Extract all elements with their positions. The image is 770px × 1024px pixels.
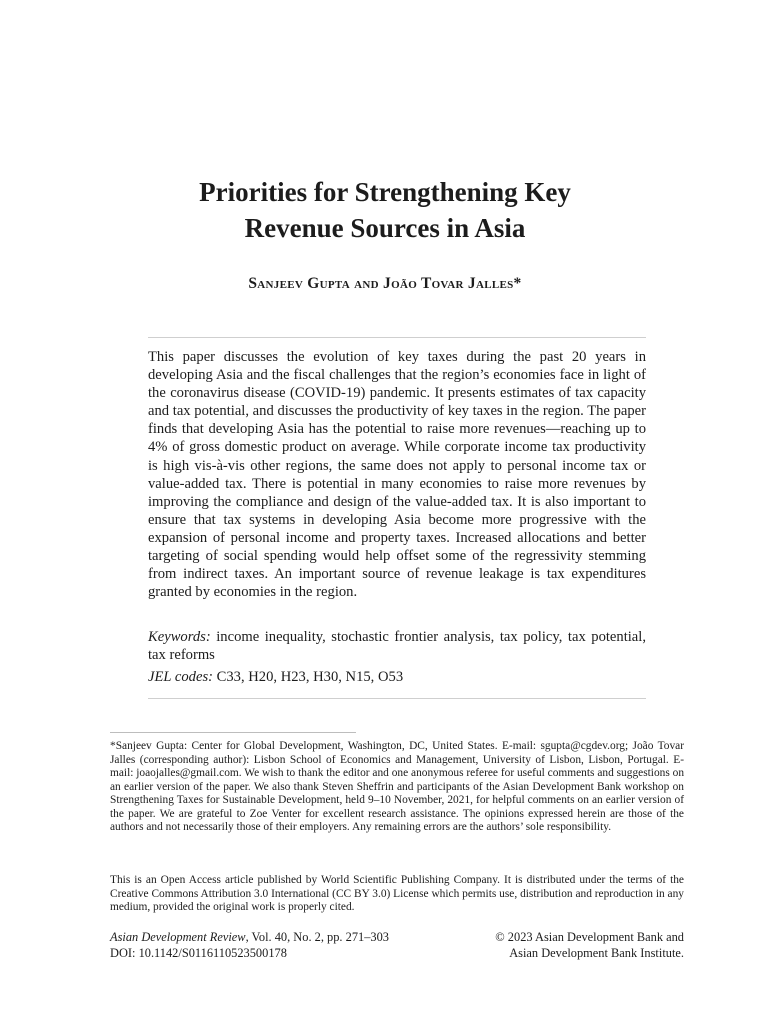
jel-codes <box>148 668 646 686</box>
doi-link[interactable]: DOI: 10.1142/S0116110523500178 <box>110 945 287 960</box>
journal-name: Asian Development Review <box>110 930 246 944</box>
author-footnote: *Sanjeev Gupta: Center for Global Development, Washington, DC, United States. E-mail: sgupta@cgdev.org; João Tovar Jalles (corresponding author): Lisbon School of Economics and Management, University of Lisbon, Lisbon, Portugal. E-mail: joaojalles@gmail.com. We wish to thank the editor and one anonymous referee for useful comments and suggestions on an earlier version of the paper. We also thank Steven Sheffrin and participants of the Asian Development Bank workshop on Strengthening Taxes for Sustainable Development, held 9–10 November, 2021, for helpful comments on an earlier version of the paper. We are grateful to Zoe Venter for excellent research assistance. The opinions expressed herein are those of the authors and not necessarily those of their employers. Any remaining errors are the authors’ sole responsibility. <box>110 740 685 833</box>
author-list: Sanjeev Gupta and João Tovar Jalles* <box>248 275 522 292</box>
copyright-notice <box>495 930 684 961</box>
bottom-divider <box>148 698 646 699</box>
jel-codes-text: C33, H20, H23, H30, N15, O53 <box>216 669 404 685</box>
journal-citation <box>110 930 389 961</box>
copyright-line-1: © 2023 Asian Development Bank and <box>495 930 684 944</box>
copyright-line-2: Asian Development Bank Institute. <box>509 945 684 960</box>
footnote-separator <box>110 732 356 733</box>
jel-codes-label: JEL codes: <box>148 669 213 685</box>
journal-volume: , Vol. 40, No. 2, pp. 271–303 <box>245 930 389 944</box>
abstract-text: This paper discusses the evolution of key taxes during the past 20 years in developing Asia and the fiscal challenges that the region’s economies face in light of the coronavirus disease (COVID-19) pandemic. It presents estimates of tax capacity and tax potential, and discusses the productivity of key taxes in the region. The paper finds that developing Asia has the potential to raise more revenues—reaching up to 4% of gross domestic product on average. While corporate income tax productivity is high vis-à-vis other regions, the same does not apply to personal income tax or value-added tax. There is potential in many economies to raise more revenues by improving the compliance and design of the value-added tax. It is also important to ensure that tax systems in developing Asia become more progressive with the expansion of personal income and property taxes. Increased allocations and better targeting of social spending would help offset some of the regressivity stemming from indirect taxes. An important source of revenue leakage is tax expenditures granted by economies in the region. <box>148 349 646 601</box>
paper-title <box>0 174 770 246</box>
title-line-1: Priorities for Strengthening Key <box>199 177 571 207</box>
keywords-label: Keywords: <box>148 629 211 645</box>
top-divider <box>148 337 646 338</box>
keywords <box>148 628 646 664</box>
open-access-notice: This is an Open Access article published by World Scientific Publishing Company. It is distributed under the terms of the Creative Commons Attribution 3.0 International (CC BY 3.0) License which permits use, distribution and reproduction in any medium, provided the original work is properly cited. <box>110 874 684 913</box>
title-line-2: Revenue Sources in Asia <box>244 213 526 243</box>
keywords-text: income inequality, stochastic frontier analysis, tax policy, tax potential, tax reforms <box>148 629 646 664</box>
